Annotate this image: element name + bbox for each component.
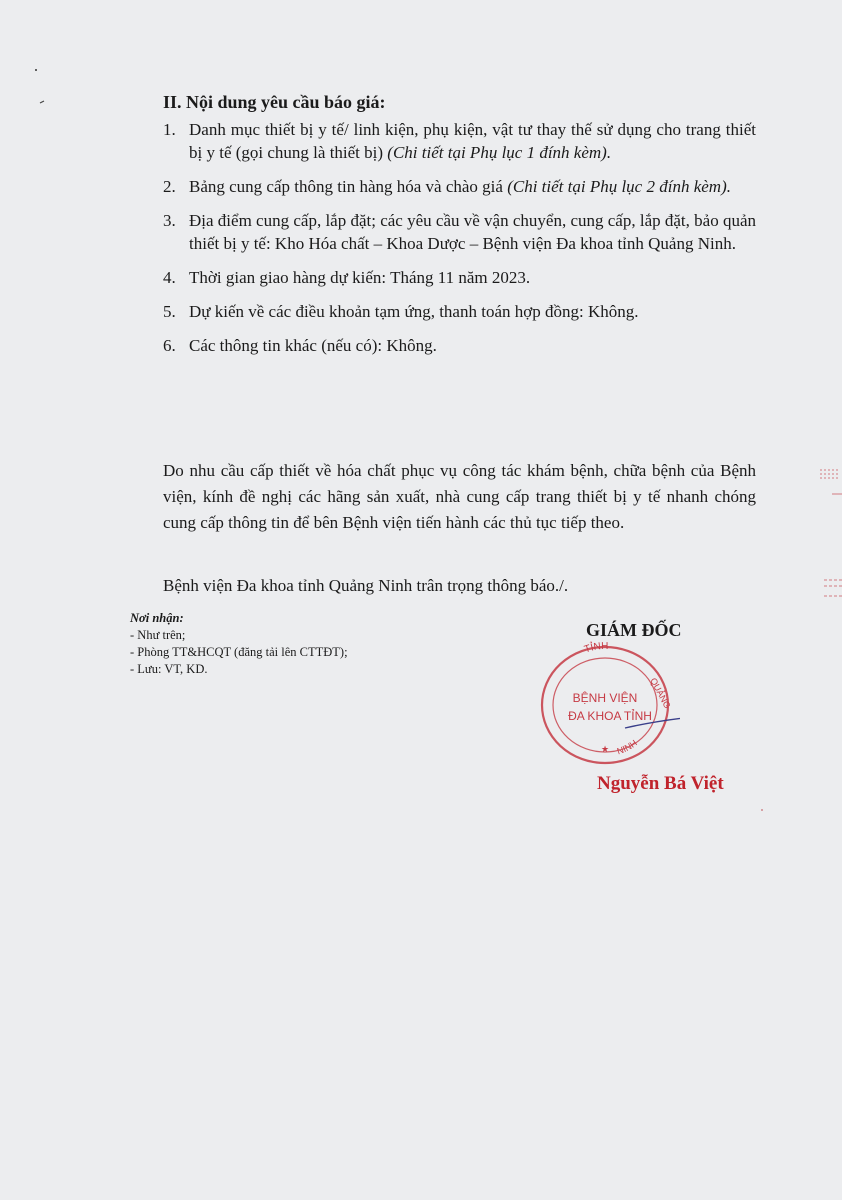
- item-number: 5.: [163, 302, 176, 321]
- item-number: 3.: [163, 211, 176, 230]
- item-text: Thời gian giao hàng dự kiến: Tháng 11 năm 2023.: [189, 268, 531, 287]
- closing-statement: Bệnh viện Đa khoa tỉnh Quảng Ninh trân trọng thông báo./.: [163, 576, 569, 595]
- stamp-line-1: BỆNH VIỆN: [572, 691, 638, 705]
- item-text: Các thông tin khác (nếu có): Không.: [189, 336, 437, 355]
- recipients-title: Nơi nhận:: [130, 611, 184, 625]
- item-italic-note: (Chi tiết tại Phụ lục 1 đính kèm).: [387, 143, 612, 162]
- item-number: 4.: [163, 268, 176, 287]
- item-number: 1.: [163, 120, 176, 139]
- recipient-line: - Như trên;: [130, 628, 186, 642]
- item-text: Dự kiến về các điều khoản tạm ứng, thanh toán hợp đồng: Không.: [189, 302, 639, 321]
- signer-name: Nguyễn Bá Việt: [597, 773, 724, 794]
- item-number: 6.: [163, 336, 176, 355]
- stamp-line-2: ĐA KHOA TỈNH: [568, 709, 652, 723]
- item-italic-note: (Chi tiết tại Phụ lục 2 đính kèm).: [507, 177, 731, 196]
- stamp-arc-top: TỈNH: [583, 640, 609, 656]
- item-text: Bảng cung cấp thông tin hàng hóa và chào giá: [189, 177, 508, 196]
- body-paragraph-text: Do nhu cầu cấp thiết về hóa chất phục vụ công tác khám bệnh, chữa bệnh của Bệnh viện, kính đề nghị các hãng sản xuất, nhà cung cấp trang thiết bị y tế nhanh chóng cung cấp thông tin để bên Bệnh viện tiến hành các thủ tục tiếp theo.: [163, 461, 756, 532]
- recipient-line: - Lưu: VT, KD.: [130, 662, 208, 676]
- star-icon: ★: [600, 744, 610, 754]
- item-number: 2.: [163, 177, 176, 196]
- stamp-arc-bottom: NINH: [615, 737, 639, 757]
- item-text: Địa điểm cung cấp, lắp đặt; các yêu cầu về vận chuyển, cung cấp, lắp đặt, bảo quản thiết bị y tế: Kho Hóa chất – Khoa Dược – Bệnh viện Đa khoa tỉnh Quảng Ninh.: [189, 211, 756, 253]
- signer-title: GIÁM ĐỐC: [586, 620, 682, 640]
- section-heading: II. Nội dung yêu cầu báo giá:: [163, 92, 386, 112]
- item-text: Danh mục thiết bị y tế/ linh kiện, phụ kiện, vật tư thay thế sử dụng cho trang thiết bị y tế (gọi chung là thiết bị): [189, 120, 756, 162]
- stamp-arc-right: QUẢNG: [648, 676, 673, 711]
- recipient-line: - Phòng TT&HCQT (đăng tải lên CTTĐT);: [130, 645, 348, 659]
